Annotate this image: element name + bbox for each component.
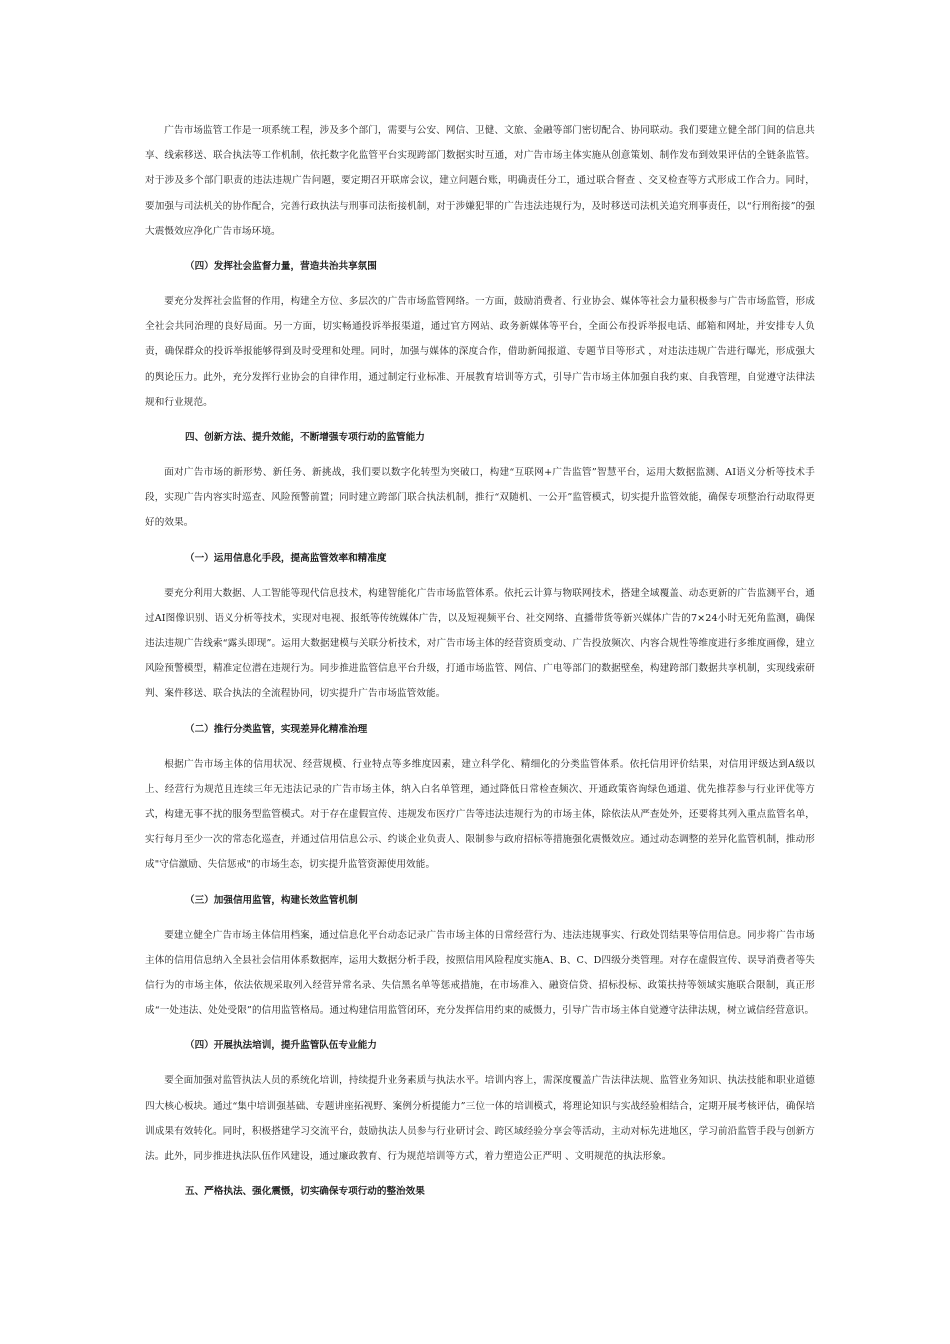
heading-social-supervision: （四）发挥社会监督力量，营造共治共享氛围 xyxy=(185,261,377,273)
paragraph-section-four-intro: 面对广告市场的新形势、新任务、新挑战，我们要以数字化转型为突破口，构建“互联网+广告监管”智慧平台，运用大数据监测、AI语义分析等技术手段，实现广告内容实时巡查、风险预警前置；同时建立跨部门联合执法机制，推行“双随机、一公开”监管模式，切实提升监管效能，确保专项整治行动取得更好的效果。 xyxy=(145,467,815,529)
document-page xyxy=(145,118,815,1214)
paragraph-credit-supervision: 要建立健全广告市场主体信用档案，通过信息化平台动态记录广告市场主体的日常经营行为、违法违规事实、行政处罚结果等信用信息。同步将广告市场主体的信用信息纳入全县社会信用体系数据库，运用大数据分析手段，按照信用风险程度实施A、B、C、D四级分类管理。对存在虚假宣传、误导消费者等失信行为的市场主体，依法依规采取列入经营异常名录、失信黑名单等惩戒措施，在市场准入、融资信贷、招标投标、政策扶持等领域实施联合限制，真正形成“一处违法、处处受限”的信用监管格局。通过构建信用监管闭环，充分发挥信用约束的威慑力，引导广告市场主体自觉遵守法律法规，树立诚信经营意识。 xyxy=(145,929,815,1017)
heading-credit-supervision: （三）加强信用监管，构建长效监管机制 xyxy=(185,894,358,906)
heading-section-five: 五、严格执法、强化震慑，切实确保专项行动的整治效果 xyxy=(185,1186,425,1198)
heading-section-four: 四、创新方法、提升效能，不断增强专项行动的监管能力 xyxy=(185,432,425,444)
heading-classified-supervision: （二）推行分类监管，实现差异化精准治理 xyxy=(185,723,368,735)
paragraph-social-supervision: 要充分发挥社会监督的作用，构建全方位、多层次的广告市场监管网络。一方面，鼓励消费者、行业协会、媒体等社会力量积极参与广告市场监管，形成全社会共同治理的良好局面。另一方面，切实畅通投诉举报渠道，通过官方网站、政务新媒体等平台，全面公布投诉举报电话、邮箱和网址，并安排专人负责，确保群众的投诉举报能够得到及时受理和处理。同时，加强与媒体的深度合作，借助新闻报道、专题节目等形式 ，对违法违规广告进行曝光，形成强大的舆论压力。此外，充分发挥行业协会的自律作用，通过制定行业标准、开展教育培训等方式，引导广告市场主体加强自我约束、自我管理，自觉遵守法律法规和行业规范。 xyxy=(145,296,815,408)
paragraph-classified-supervision: 根据广告市场主体的信用状况、经营规模、行业特点等多维度因素，建立科学化、精细化的分类监管体系。依托信用评价结果，对信用评级达到A级以上、经营行为规范且连续三年无违法记录的广告市场主体，纳入白名单管理，通过降低日常检查频次、开通政策咨询绿色通道、优先推荐参与行业评优等方式，构建无事不扰的服务型监管模式。对于存在虚假宣传、违规发布医疗广告等违法违规行为的市场主体，除依法从严查处外，还要将其列入重点监管名单，实行每月至少一次的常态化巡查，并通过信用信息公示、约谈企业负责人、限制参与政府招标等措施强化震慑效应。通过动态调整的差异化监管机制，推动形成"守信激励、失信惩戒"的市场生态，切实提升监管资源使用效能。 xyxy=(145,758,815,871)
paragraph-law-enforcement-training: 要全面加强对监管执法人员的系统化培训，持续提升业务素质与执法水平。培训内容上，需深度覆盖广告法律法规、监管业务知识、执法技能和职业道德四大核心板块。通过“集中培训强基础、专题讲座拓视野、案例分析提能力”三位一体的培训模式，将理论知识与实战经验相结合，定期开展考核评估，确保培训成果有效转化。同时，积极搭建学习交流平台，鼓励执法人员参与行业研讨会、跨区域经验分享会等活动，主动对标先进地区，学习前沿监管手段与创新方法。此外，同步推进执法队伍作风建设，通过廉政教育、行为规范培训等方式，着力塑造公正严明 、文明规范的执法形象。 xyxy=(145,1075,815,1163)
heading-informatization: （一）运用信息化手段，提高监管效率和精准度 xyxy=(185,552,387,564)
paragraph-informatization: 要充分利用大数据、人工智能等现代信息技术，构建智能化广告市场监管体系。依托云计算与物联网技术，搭建全域覆盖、动态更新的广告监测平台，通过AI图像识别、语义分析等技术，实现对电视、报纸等传统媒体广告，以及短视频平台、社交网络、直播带货等新兴媒体广告的7×24小时无死角监测，确保违法违规广告线索“露头即现”。运用大数据建模与关联分析技术，对广告市场主体的经营资质变动、广告投放频次、内容合规性等维度进行多维度画像，建立风险预警模型，精准定位潜在违规行为。同步推进监管信息平台升级，打通市场监管、网信、广电等部门的数据壁垒，构建跨部门数据共享机制，实现线索研判、案件移送、联合执法的全流程协同，切实提升广告市场监管效能。 xyxy=(145,587,815,700)
paragraph-interdepartment-coordination: 广告市场监管工作是一项系统工程，涉及多个部门，需要与公安、网信、卫健、文旅、金融等部门密切配合、协同联动。我们要建立健全部门间的信息共享、线索移送、联合执法等工作机制，依托数字化监管平台实现跨部门数据实时互通，对广告市场主体实施从创意策划、制作发布到效果评估的全链条监管。对于涉及多个部门职责的违法违规广告问题，要定期召开联席会议，建立问题台账，明确责任分工，通过联合督查 、交叉检查等方式形成工作合力。同时，要加强与司法机关的协作配合，完善行政执法与刑事司法衔接机制，对于涉嫌犯罪的广告违法违规行为，及时移送司法机关追究刑事责任，以“行刑衔接”的强大震慑效应净化广告市场环境。 xyxy=(145,125,815,237)
heading-law-enforcement-training: （四）开展执法培训，提升监管队伍专业能力 xyxy=(185,1040,377,1052)
